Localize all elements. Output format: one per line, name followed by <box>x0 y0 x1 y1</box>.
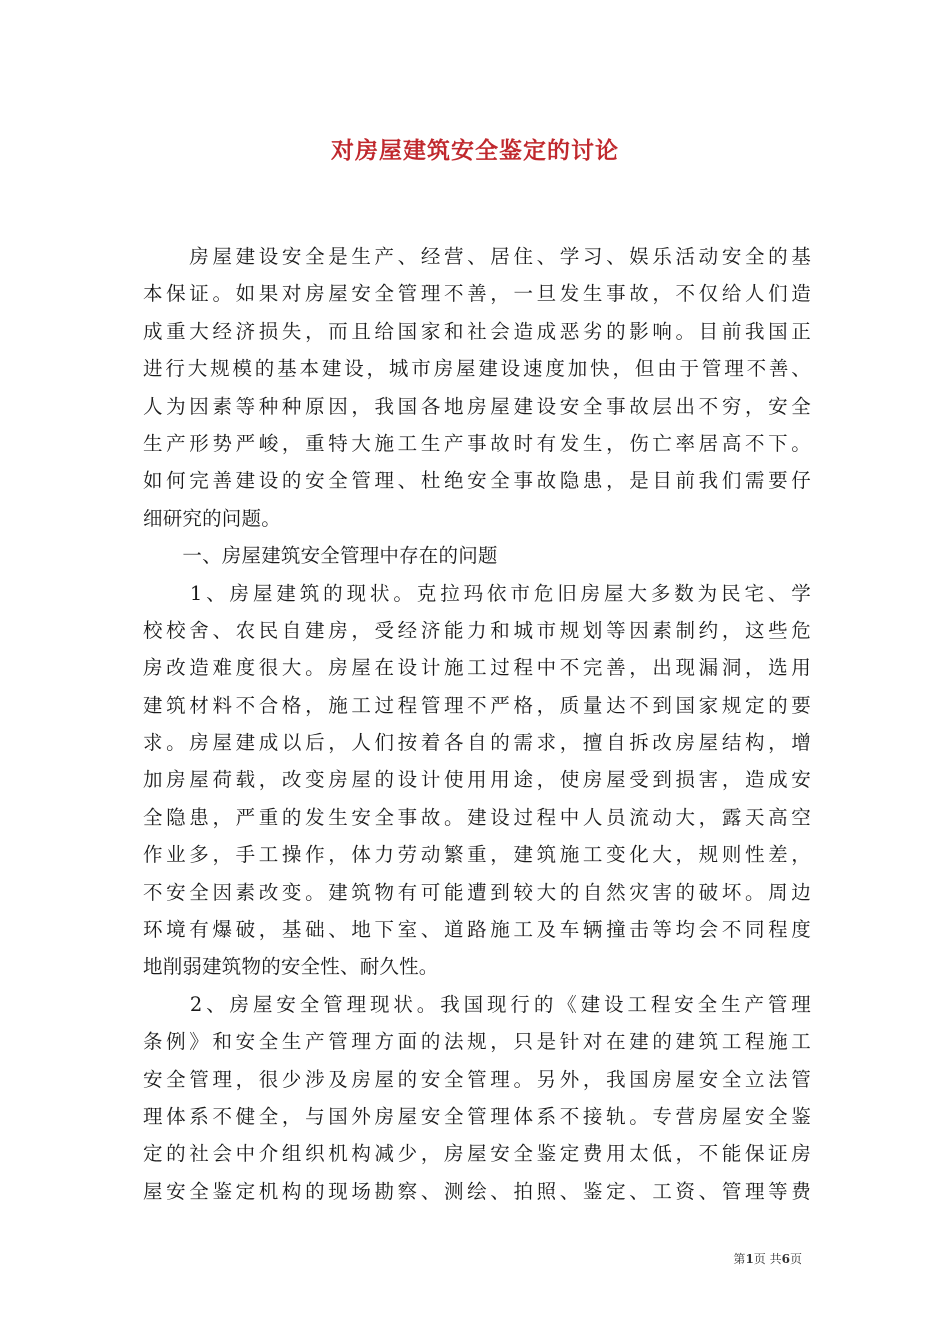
text-line: 作业多，手工操作，体力劳动繁重，建筑施工变化大，规则性差， <box>143 843 811 867</box>
text-line: 环境有爆破，基础、地下室、道路施工及车辆撞击等均会不同程度 <box>143 918 811 942</box>
footer-prefix: 第 <box>733 1252 746 1266</box>
text-line: 校校舍、农民自建房，受经济能力和城市规划等因素制约，这些危 <box>143 618 811 642</box>
text-line: 1、房屋建筑的现状。克拉玛依市危旧房屋大多数为民宅、学 <box>143 581 811 605</box>
footer-middle: 页 共 <box>753 1252 782 1266</box>
text-line: 房改造难度很大。房屋在设计施工过程中不完善，出现漏洞，选用 <box>143 656 811 680</box>
text-line: 加房屋荷载，改变房屋的设计使用用途，使房屋受到损害，造成安 <box>143 768 811 792</box>
text-line: 细研究的问题。 <box>143 506 281 530</box>
footer-page-number: 1 <box>745 1252 754 1266</box>
text-line: 定的社会中介组织机构减少，房屋安全鉴定费用太低，不能保证房 <box>143 1142 811 1166</box>
text-line: 房屋建设安全是生产、经营、居住、学习、娱乐活动安全的基 <box>143 245 811 268</box>
text-line: 求。房屋建成以后，人们按着各自的需求，擅自拆改房屋结构，增 <box>143 731 811 755</box>
text-line: 进行大规模的基本建设，城市房屋建设速度加快，但由于管理不善、 <box>143 357 811 381</box>
text-line: 地削弱建筑物的安全性、耐久性。 <box>143 955 439 979</box>
document-body <box>143 238 811 1210</box>
footer-suffix: 页 <box>789 1252 802 1266</box>
text-line: 理体系不健全，与国外房屋安全管理体系不接轨。专营房屋安全鉴 <box>143 1104 811 1128</box>
document-title: 对房屋建筑安全鉴定的讨论 <box>331 137 619 164</box>
text-line: 安全管理，很少涉及房屋的安全管理。另外，我国房屋安全立法管 <box>143 1067 811 1091</box>
text-line: 屋安全鉴定机构的现场勘察、测绘、拍照、鉴定、工资、管理等费 <box>143 1179 811 1203</box>
text-line: 不安全因素改变。建筑物有可能遭到较大的自然灾害的破坏。周边 <box>143 880 811 904</box>
text-line: 全隐患，严重的发生安全事故。建设过程中人员流动大，露天高空 <box>143 805 811 829</box>
text-line: 生产形势严峻，重特大施工生产事故时有发生，伤亡率居高不下。 <box>143 431 811 455</box>
text-line: 成重大经济损失，而且给国家和社会造成恶劣的影响。目前我国正 <box>143 319 811 343</box>
page-footer <box>733 1250 802 1267</box>
text-line: 条例》和安全生产管理方面的法规，只是针对在建的建筑工程施工 <box>143 1030 811 1054</box>
text-line: 人为因素等种种原因，我国各地房屋建设安全事故层出不穷，安全 <box>143 394 811 418</box>
footer-total-pages: 6 <box>781 1252 790 1266</box>
text-line: 2、房屋安全管理现状。我国现行的《建设工程安全生产管理 <box>143 992 811 1016</box>
text-line: 本保证。如果对房屋安全管理不善，一旦发生事故，不仅给人们造 <box>143 282 811 306</box>
text-line: 建筑材料不合格，施工过程管理不严格，质量达不到国家规定的要 <box>143 693 811 717</box>
text-line: 如何完善建设的安全管理、杜绝安全事故隐患，是目前我们需要仔 <box>143 469 811 493</box>
text-line: 一、房屋建筑安全管理中存在的问题 <box>143 544 498 568</box>
